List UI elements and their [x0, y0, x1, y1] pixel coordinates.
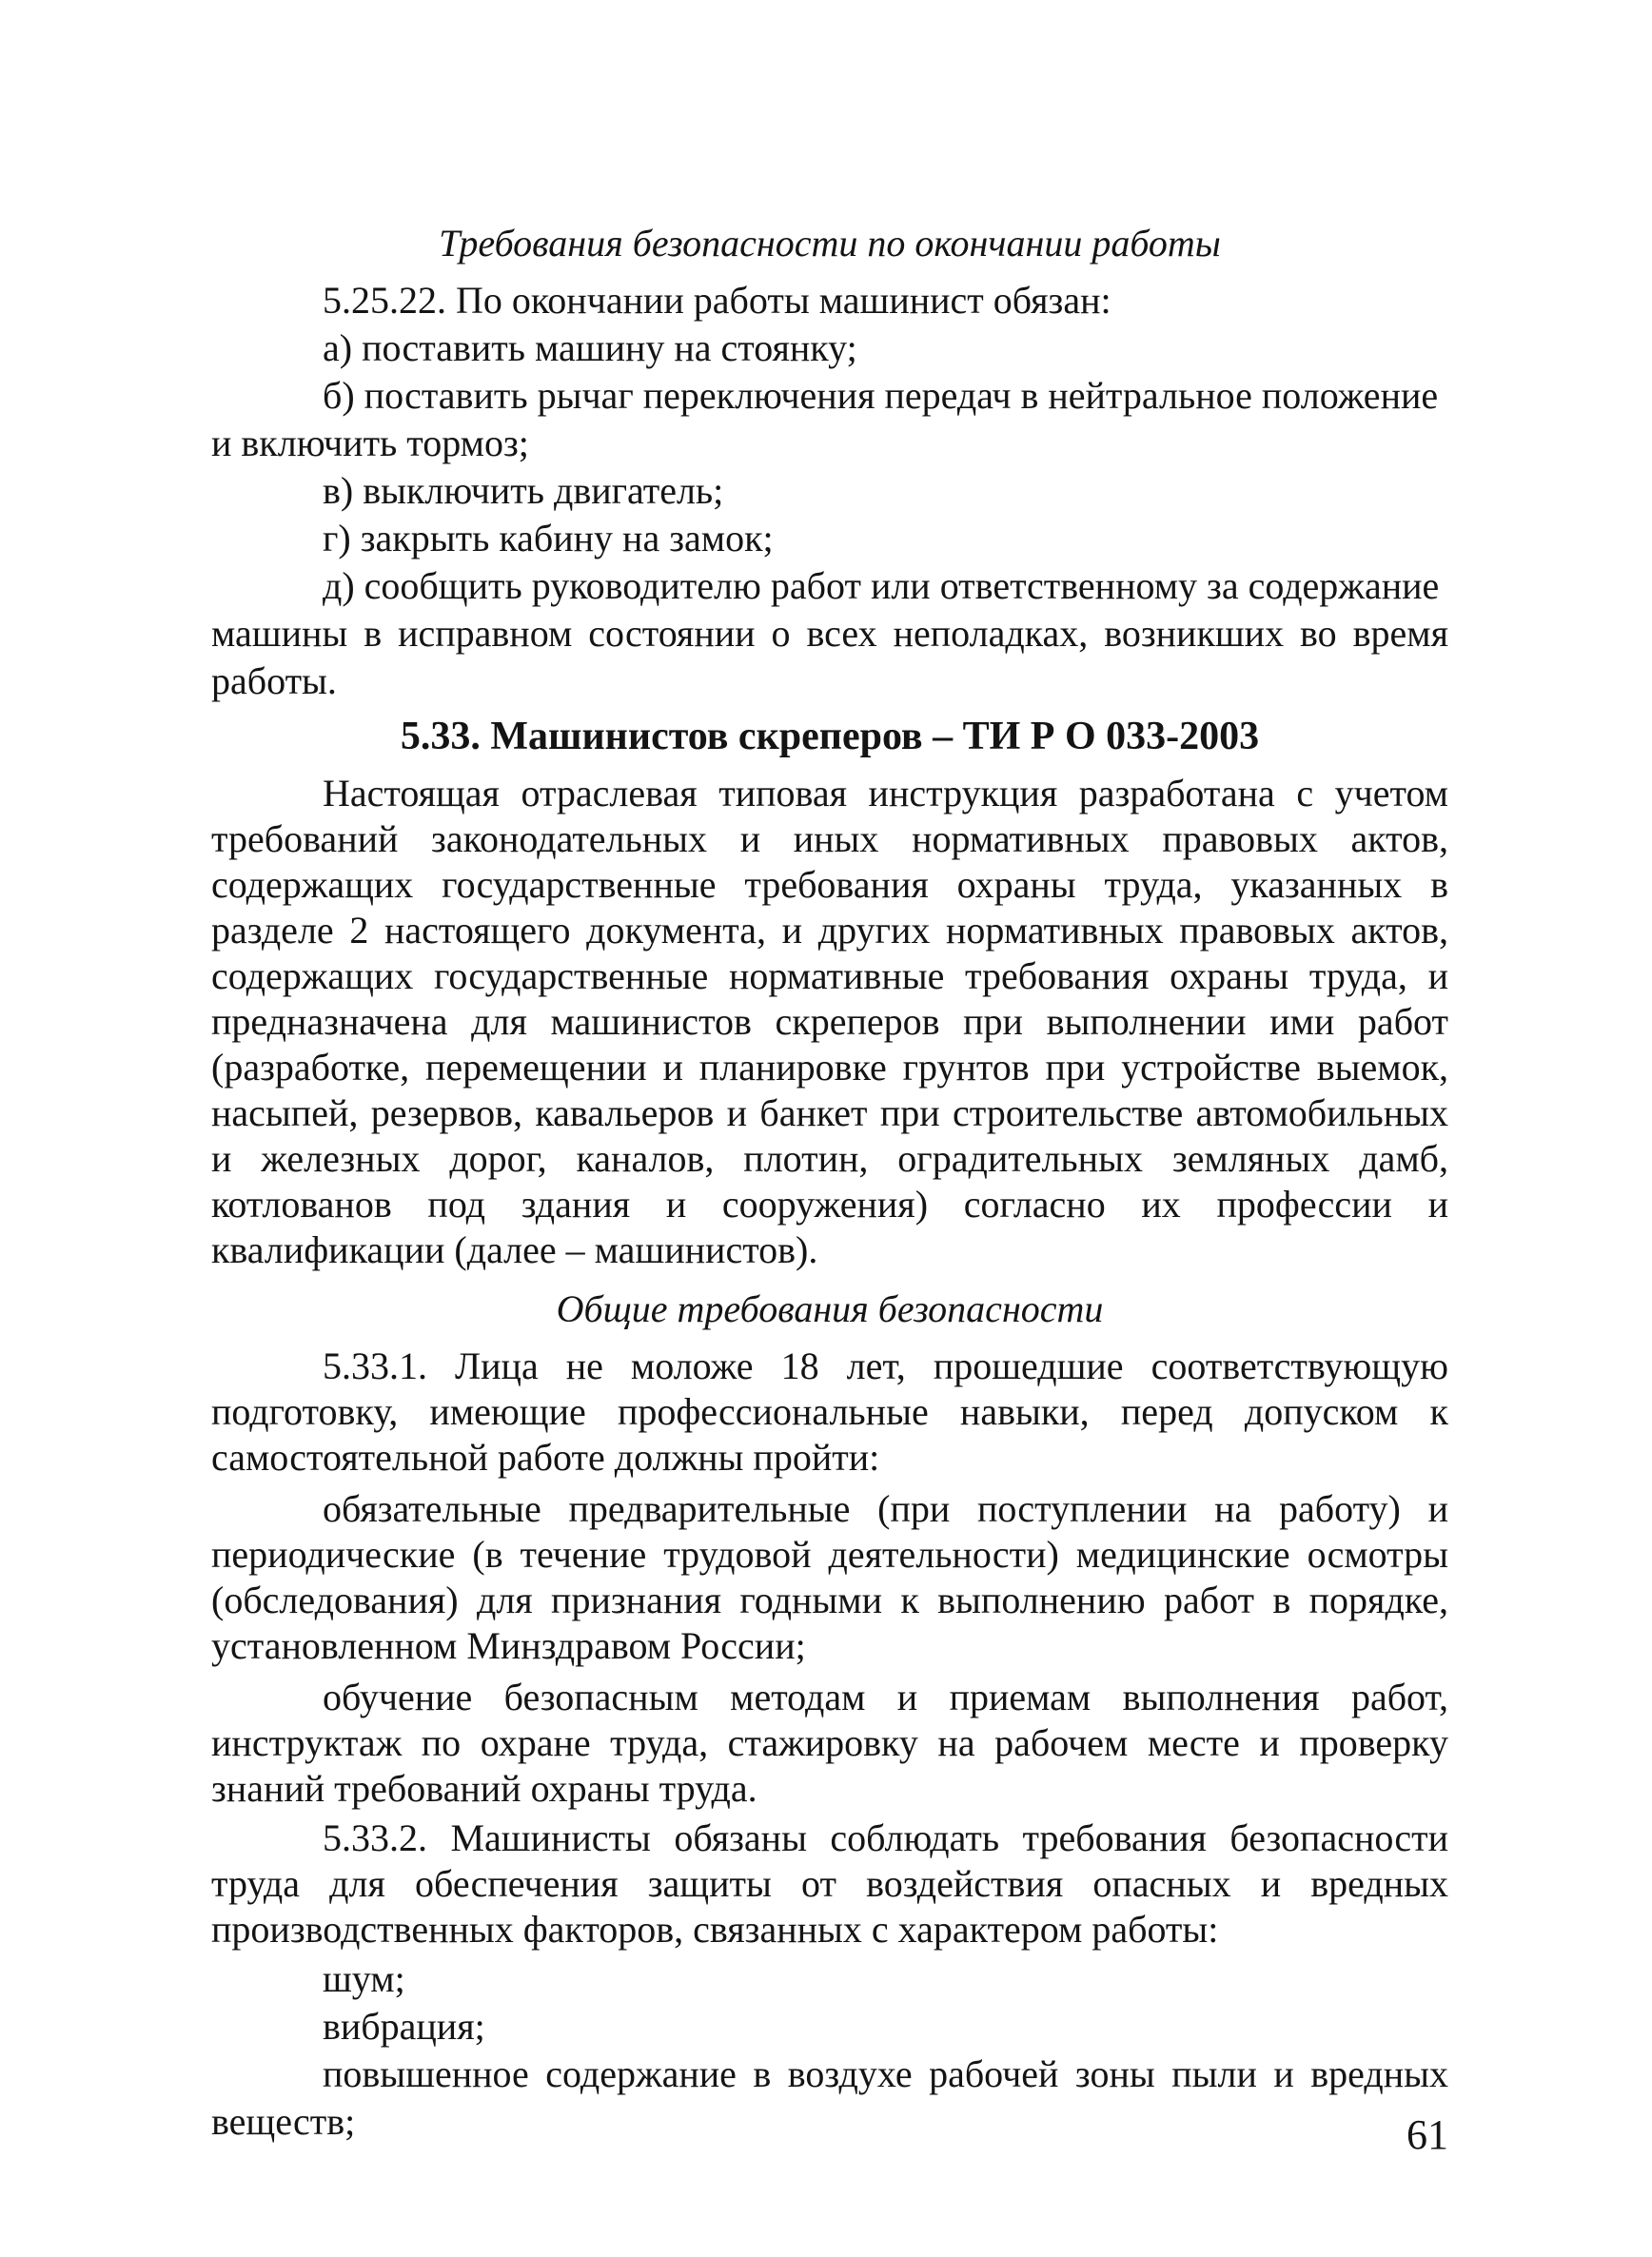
- factor-vibration: вибрация;: [323, 2005, 485, 2048]
- list-item-b-line-2: и включить тормоз;: [211, 422, 529, 464]
- list-item-a: а) поставить машину на стоянку;: [323, 326, 857, 369]
- page-number: 61: [1406, 2111, 1448, 2158]
- intro-line: квалификации (далее – машинистов).: [211, 1228, 818, 1271]
- paragraph-5-33-2-line: труда для обеспечения защиты от воздействия опасных и вредных: [211, 1862, 1448, 1905]
- intro-line: Настоящая отраслевая типовая инструкция разработана с учетом: [323, 772, 1448, 814]
- factor-dust-line-1: повышенное содержание в воздухе рабочей зоны пыли и вредных: [323, 2052, 1448, 2095]
- section-end-heading: Требования безопасности по окончании работы: [439, 222, 1221, 265]
- factor-noise: шум;: [323, 1957, 405, 2000]
- intro-line: насыпей, резервов, кавальеров и банкет при строительстве автомобильных: [211, 1091, 1448, 1134]
- paragraph-5-33-1-line: самостоятельной работе должны пройти:: [211, 1436, 880, 1479]
- list-item-d-line-1: д) сообщить руководителю работ или ответственному за содержание: [323, 564, 1440, 607]
- paragraph-5-33-1-line: подготовку, имеющие профессиональные навыки, перед допуском к: [211, 1390, 1448, 1433]
- list-item-v: в) выключить двигатель;: [323, 469, 724, 512]
- training-line: знаний требований охраны труда.: [211, 1767, 757, 1810]
- medical-exam-line: обязательные предварительные (при поступлении на работу) и: [323, 1487, 1448, 1530]
- factor-dust-line-2: веществ;: [211, 2100, 356, 2143]
- list-item-d-line-2: машины в исправном состоянии о всех неполадках, возникших во время: [211, 612, 1448, 655]
- paragraph-5-33-2-line: 5.33.2. Машинисты обязаны соблюдать требования безопасности: [323, 1816, 1448, 1859]
- intro-line: разделе 2 настоящего документа, и других нормативных правовых актов,: [211, 909, 1448, 952]
- general-requirements-heading: Общие требования безопасности: [556, 1287, 1104, 1330]
- training-line: инструктаж по охране труда, стажировку на рабочем месте и проверку: [211, 1721, 1448, 1764]
- list-item-d-line-3: работы.: [211, 659, 337, 702]
- list-item-b-line-1: б) поставить рычаг переключения передач в нейтральное положение: [323, 374, 1439, 417]
- list-item-g: г) закрыть кабину на замок;: [323, 517, 774, 559]
- intro-line: содержащих государственные нормативные требования охраны труда, и: [211, 954, 1448, 997]
- medical-exam-line: установленном Минздравом России;: [211, 1624, 806, 1667]
- section-heading: 5.33. Машинистов скреперов – ТИ Р О 033-2003: [400, 715, 1260, 758]
- paragraph-5-25-22: 5.25.22. По окончании работы машинист обязан:: [323, 279, 1111, 322]
- intro-line: требований законодательных и иных нормативных правовых актов,: [211, 817, 1448, 860]
- paragraph-5-33-1-line: 5.33.1. Лица не моложе 18 лет, прошедшие соответствующую: [323, 1344, 1448, 1387]
- intro-line: (разработке, перемещении и планировке грунтов при устройстве выемок,: [211, 1046, 1448, 1089]
- intro-line: содержащих государственные требования охраны труда, указанных в: [211, 863, 1448, 906]
- intro-line: котлованов под здания и сооружения) согласно их профессии и: [211, 1183, 1448, 1226]
- medical-exam-line: (обследования) для признания годными к выполнению работ в порядке,: [211, 1579, 1448, 1621]
- medical-exam-line: периодические (в течение трудовой деятельности) медицинские осмотры: [211, 1533, 1448, 1576]
- training-line: обучение безопасным методам и приемам выполнения работ,: [323, 1676, 1448, 1718]
- intro-line: предназначена для машинистов скреперов при выполнении ими работ: [211, 1000, 1448, 1043]
- intro-line: и железных дорог, каналов, плотин, оградительных земляных дамб,: [211, 1137, 1448, 1180]
- paragraph-5-33-2-line: производственных факторов, связанных с характером работы:: [211, 1908, 1219, 1951]
